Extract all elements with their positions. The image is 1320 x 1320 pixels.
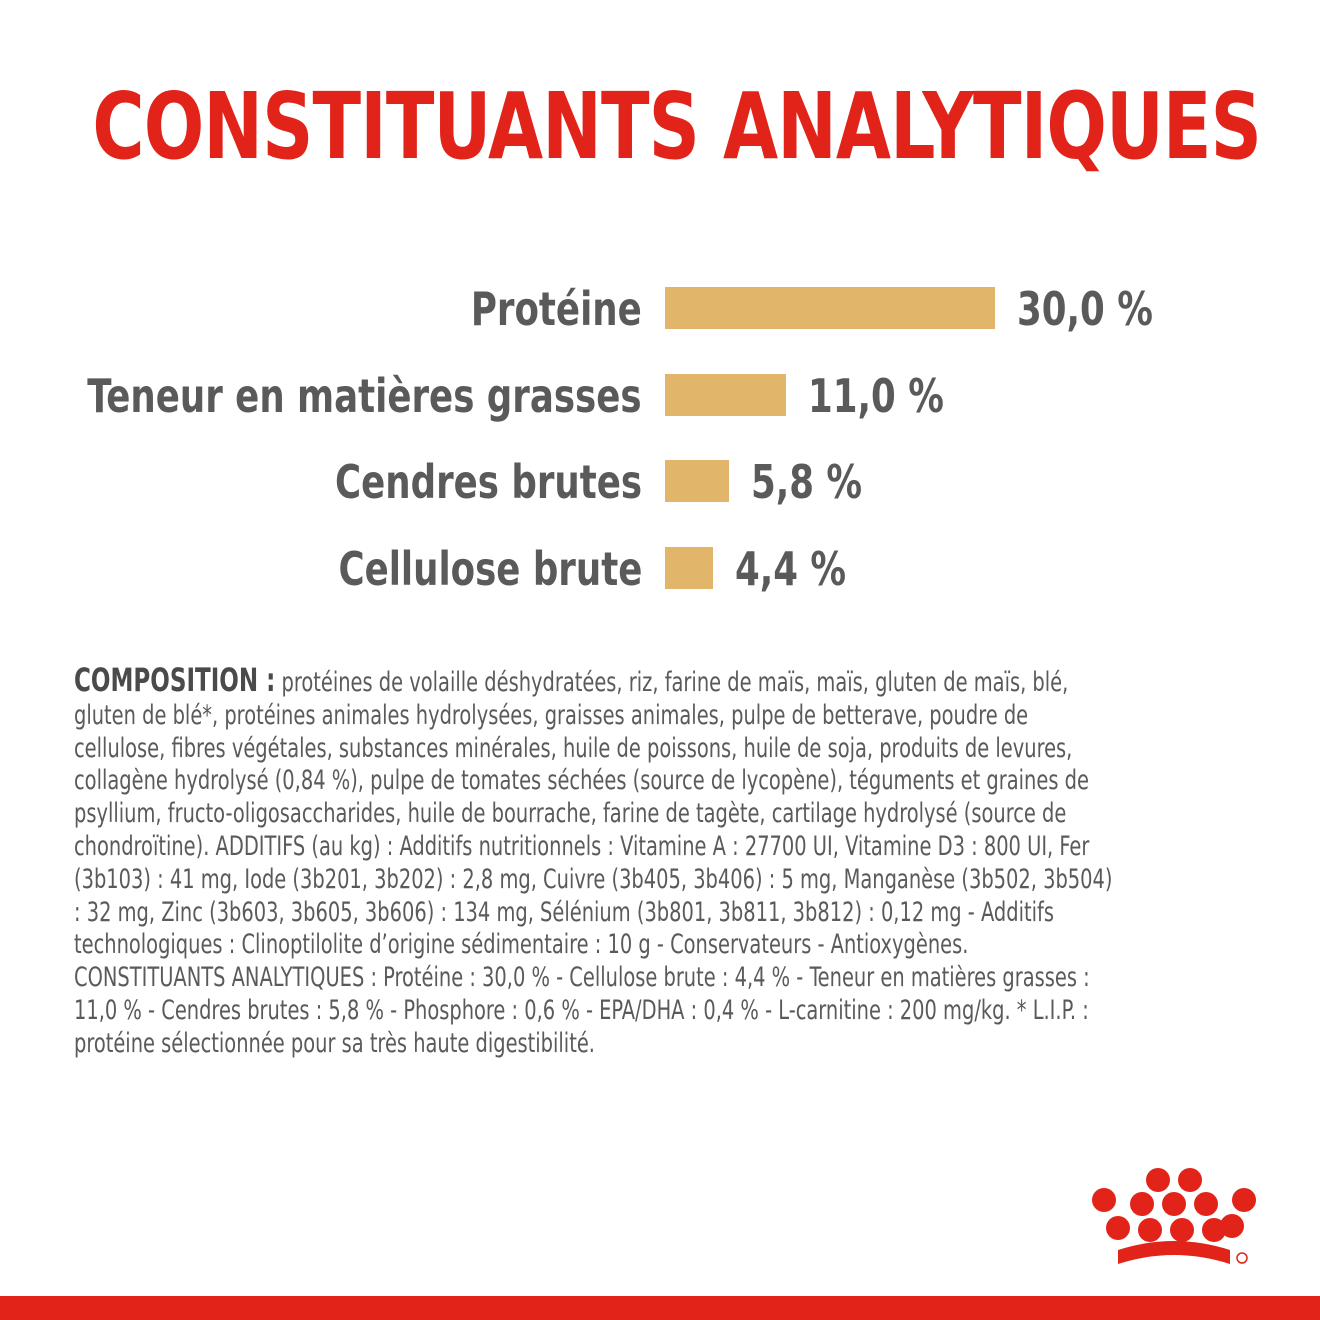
bar bbox=[665, 374, 786, 416]
bar-row bbox=[0, 366, 1320, 426]
footer-brand-bar bbox=[0, 1296, 1320, 1320]
bar bbox=[665, 287, 995, 329]
bar-value-label: 30,0 % bbox=[1017, 282, 1153, 336]
page-title: CONSTITUANTS ANALYTIQUES bbox=[92, 73, 1262, 180]
bar-value-label: 11,0 % bbox=[808, 369, 944, 423]
bar bbox=[665, 547, 713, 589]
bar-value-label: 5,8 % bbox=[751, 455, 863, 509]
composition-label: COMPOSITION : bbox=[74, 661, 276, 699]
bar-category-label: Cellulose brute bbox=[338, 542, 642, 596]
bar-category-label: Cendres brutes bbox=[334, 455, 642, 509]
bar-category-label: Protéine bbox=[471, 282, 642, 336]
bar bbox=[665, 460, 729, 502]
nutrient-bar-chart bbox=[0, 260, 1320, 620]
bar-category-label: Teneur en matières grasses bbox=[87, 369, 642, 423]
composition-text bbox=[74, 661, 1114, 1061]
bar-row bbox=[0, 539, 1320, 599]
bar-value-label: 4,4 % bbox=[735, 542, 847, 596]
bar-row bbox=[0, 279, 1320, 339]
composition-body: protéines de volaille déshydratées, riz, farine de maïs, maïs, gluten de maïs, blé, gluten de blé*, protéines animales hydrolysées, graisses animales, pulpe de betterave, poudre de cellulose, fibres végétales, substances minérales, huile de poissons, huile de soja, produits de levures, collagène hydrolysé (0,84 %), pulpe de tomates séchées (source de lycopène), téguments et graines de psyllium, fructo-oligosaccharides, huile de bourrache, farine de tagète, cartilage hydrolysé (source de chondroïtine). ADDITIFS (au kg) : Additifs nutritionnels : Vitamine A : 27700 UI, Vitamine D3 : 800 UI, Fer (3b103) : 41 mg, Iode (3b201, 3b202) : 2,8 mg, Cuivre (3b405, 3b406) : 5 mg, Manganèse (3b502, 3b504) : 32 mg, Zinc (3b603, 3b605, 3b606) : 134 mg, Sélénium (3b801, 3b811, 3b812) : 0,12 mg - Additifs technologiques : Clinoptilolite d’origine sédimentaire : 10 g - Conservateurs - Antioxygènes. CONSTITUANTS ANALYTIQUES : Protéine : 30,0 % - Cellulose brute : 4,4 % - Teneur en matières grasses : 11,0 % - Cendres brutes : 5,8 % - Phosphore : 0,6 % - EPA/DHA : 0,4 % - L-carnitine : 200 mg/kg. * L.I.P. : protéine sélectionnée pour sa très haute digestibilité. bbox=[74, 667, 1113, 1059]
bar-row bbox=[0, 452, 1320, 512]
royal-canin-crown-icon bbox=[1084, 1166, 1264, 1276]
